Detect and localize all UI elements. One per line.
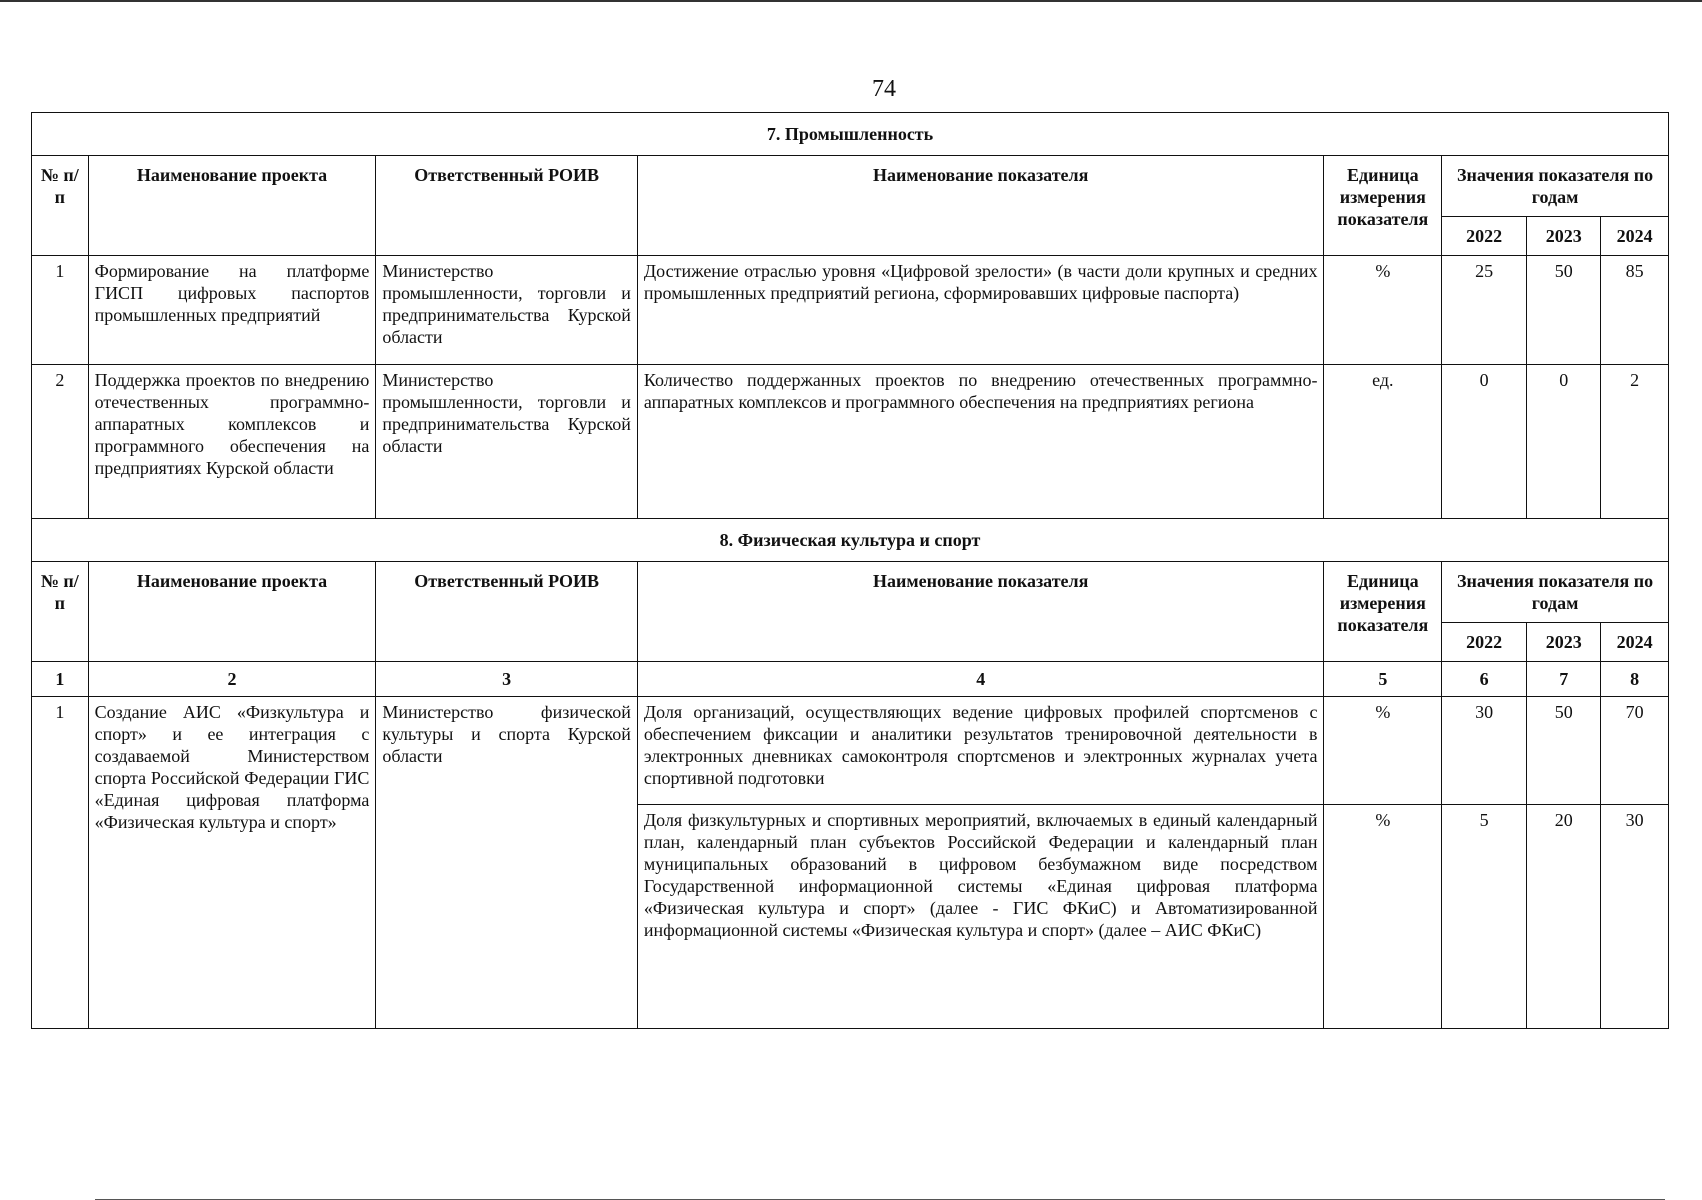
column-index: 1 xyxy=(32,662,89,697)
col-roiv-header: Ответственный РОИВ xyxy=(376,156,638,256)
column-index: 2 xyxy=(88,662,376,697)
project-name: Формирование на платформе ГИСП цифровых паспортов промышленных предприятий xyxy=(88,256,376,365)
col-num-header: № п/п xyxy=(32,156,89,256)
column-index: 4 xyxy=(637,662,1324,697)
section-row xyxy=(32,519,1669,562)
unit-cell: % xyxy=(1324,805,1442,1029)
col-num-header: № п/п xyxy=(32,562,89,662)
indicator-name: Доля организаций, осуществляющих ведение цифровых профилей спортсменов с обеспечением фиксации и аналитики результатов тренировочной деятельности в электронных дневниках самоконтроля спортсменов и электронных журналах учета спортивной подготовки xyxy=(637,697,1324,805)
table-row xyxy=(32,697,1669,805)
page-number: 74 xyxy=(872,76,896,102)
indicator-name: Количество поддержанных проектов по внедрению отечественных программно-аппаратных комплексов и программного обеспечения на предприятиях региона xyxy=(637,365,1324,519)
roiv-name: Министерство промышленности, торговли и предпринимательства Курской области xyxy=(376,365,638,519)
year-header: 2023 xyxy=(1527,217,1601,256)
value-cell: 25 xyxy=(1442,256,1527,365)
scan-top-border xyxy=(0,0,1702,2)
document-table-container xyxy=(31,112,1669,1029)
value-cell: 50 xyxy=(1527,256,1601,365)
col-values-header: Значения показателя по годам xyxy=(1442,156,1669,217)
row-num: 2 xyxy=(32,365,89,519)
value-cell: 30 xyxy=(1601,805,1669,1029)
value-cell: 0 xyxy=(1527,365,1601,519)
value-cell: 2 xyxy=(1601,365,1669,519)
year-header: 2022 xyxy=(1442,623,1527,662)
value-cell: 30 xyxy=(1442,697,1527,805)
year-header: 2023 xyxy=(1527,623,1601,662)
roiv-name: Министерство промышленности, торговли и предпринимательства Курской области xyxy=(376,256,638,365)
row-num: 1 xyxy=(32,697,89,1029)
table-row xyxy=(32,256,1669,365)
section-title: 8. Физическая культура и спорт xyxy=(32,519,1669,562)
year-header: 2022 xyxy=(1442,217,1527,256)
value-cell: 5 xyxy=(1442,805,1527,1029)
indicators-table xyxy=(31,112,1669,1029)
unit-cell: ед. xyxy=(1324,365,1442,519)
project-name: Создание АИС «Физкультура и спорт» и ее интеграция с создаваемой Министерством спорта Российской Федерации ГИС «Единая цифровая платформа «Физическая культура и спорт» xyxy=(88,697,376,1029)
value-cell: 85 xyxy=(1601,256,1669,365)
section-title: 7. Промышленность xyxy=(32,113,1669,156)
row-num: 1 xyxy=(32,256,89,365)
column-index: 3 xyxy=(376,662,638,697)
indicator-name: Доля физкультурных и спортивных мероприятий, включаемых в единый календарный план, календарный план субъектов Российской Федерации и календарный план муниципальных образований в цифровом безбумажном виде посредством Государственной информационной системы «Единая цифровая платформа «Физическая культура и спорт» (далее - ГИС ФКиС) и Автоматизированной информационной системы «Физическая культура и спорт» (далее – АИС ФКиС) xyxy=(637,805,1324,1029)
col-values-header: Значения показателя по годам xyxy=(1442,562,1669,623)
col-unit-header: Единица измерения показателя xyxy=(1324,562,1442,662)
header-row xyxy=(32,562,1669,623)
col-project-header: Наименование проекта xyxy=(88,156,376,256)
unit-cell: % xyxy=(1324,697,1442,805)
column-index: 7 xyxy=(1527,662,1601,697)
roiv-name: Министерство физической культуры и спорта Курской области xyxy=(376,697,638,1029)
section-row xyxy=(32,113,1669,156)
col-roiv-header: Ответственный РОИВ xyxy=(376,562,638,662)
column-index: 6 xyxy=(1442,662,1527,697)
value-cell: 20 xyxy=(1527,805,1601,1029)
value-cell: 50 xyxy=(1527,697,1601,805)
year-header: 2024 xyxy=(1601,217,1669,256)
col-project-header: Наименование проекта xyxy=(88,562,376,662)
column-index: 8 xyxy=(1601,662,1669,697)
project-name: Поддержка проектов по внедрению отечественных программно-аппаратных комплексов и программного обеспечения на предприятиях Курской области xyxy=(88,365,376,519)
col-indicator-header: Наименование показателя xyxy=(637,562,1324,662)
col-indicator-header: Наименование показателя xyxy=(637,156,1324,256)
value-cell: 70 xyxy=(1601,697,1669,805)
col-unit-header: Единица измерения показателя xyxy=(1324,156,1442,256)
table-row xyxy=(32,365,1669,519)
year-header: 2024 xyxy=(1601,623,1669,662)
unit-cell: % xyxy=(1324,256,1442,365)
value-cell: 0 xyxy=(1442,365,1527,519)
indicator-name: Достижение отраслью уровня «Цифровой зрелости» (в части доли крупных и средних промышленных предприятий региона, сформировавших цифровые паспорта) xyxy=(637,256,1324,365)
column-index-row xyxy=(32,662,1669,697)
header-row xyxy=(32,156,1669,217)
column-index: 5 xyxy=(1324,662,1442,697)
